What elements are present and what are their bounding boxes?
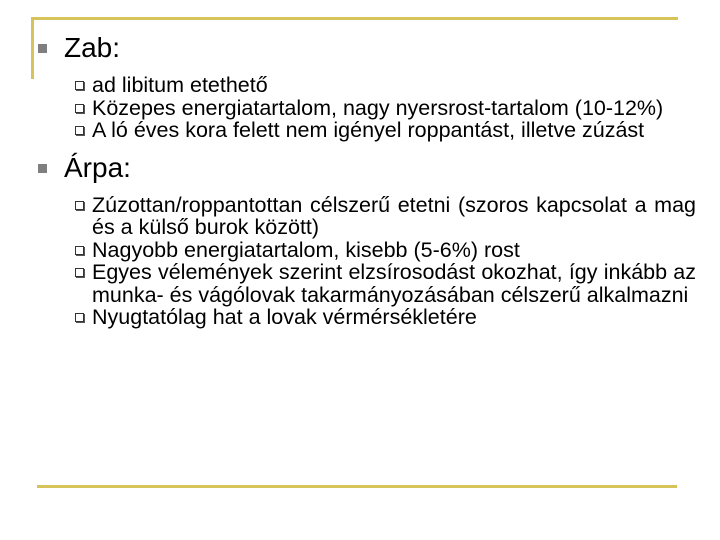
- list-item-text: Nyugtatólag hat a lovak vérmérsékletére: [92, 305, 477, 329]
- list-item-text: A ló éves kora felett nem igényel roppantást, illetve zúzást: [92, 118, 645, 142]
- list-item: [36, 97, 696, 120]
- checkbox-bullet-icon: [75, 104, 84, 113]
- list-item: [36, 119, 696, 142]
- checkbox-bullet-icon: [75, 81, 84, 90]
- slide-content: [36, 28, 696, 329]
- list-item: [36, 239, 696, 262]
- list-item-text: Zúzottan/roppantottan célszerű etetni (szoros kapcsolat a mag és a külső burok között): [92, 192, 696, 239]
- section-title: Árpa:: [64, 151, 131, 183]
- list-item-text: ad libitum etethető: [92, 73, 268, 97]
- list-item-text: Egyes vélemények szerint elzsírosodást okozhat, így inkább az munka- és vágólovak takarmányozásában célszerű alkalmazni: [92, 260, 696, 307]
- section-heading: [36, 28, 696, 68]
- checkbox-bullet-icon: [75, 268, 84, 277]
- list-item-text: Közepes energiatartalom, nagy nyersrost-tartalom (10-12%): [92, 95, 664, 120]
- section-zab: [36, 28, 696, 142]
- bullet-list: [36, 194, 696, 329]
- checkbox-bullet-icon: [75, 246, 84, 255]
- frame-left-rule: [31, 17, 34, 79]
- square-bullet-icon: [38, 164, 47, 173]
- bullet-list: [36, 74, 696, 142]
- checkbox-bullet-icon: [75, 313, 84, 322]
- checkbox-bullet-icon: [75, 201, 84, 210]
- list-item: [36, 261, 696, 306]
- list-item: [36, 306, 696, 329]
- frame-top-rule: [31, 17, 678, 20]
- section-heading: [36, 148, 696, 188]
- list-item-text: Nagyobb energiatartalom, kisebb (5-6%) rost: [92, 237, 520, 262]
- checkbox-bullet-icon: [75, 126, 84, 135]
- list-item: [36, 74, 696, 97]
- list-item: [36, 194, 696, 239]
- square-bullet-icon: [38, 44, 47, 53]
- section-title: Zab:: [64, 32, 121, 63]
- frame-bottom-rule: [37, 485, 677, 488]
- section-arpa: [36, 148, 696, 329]
